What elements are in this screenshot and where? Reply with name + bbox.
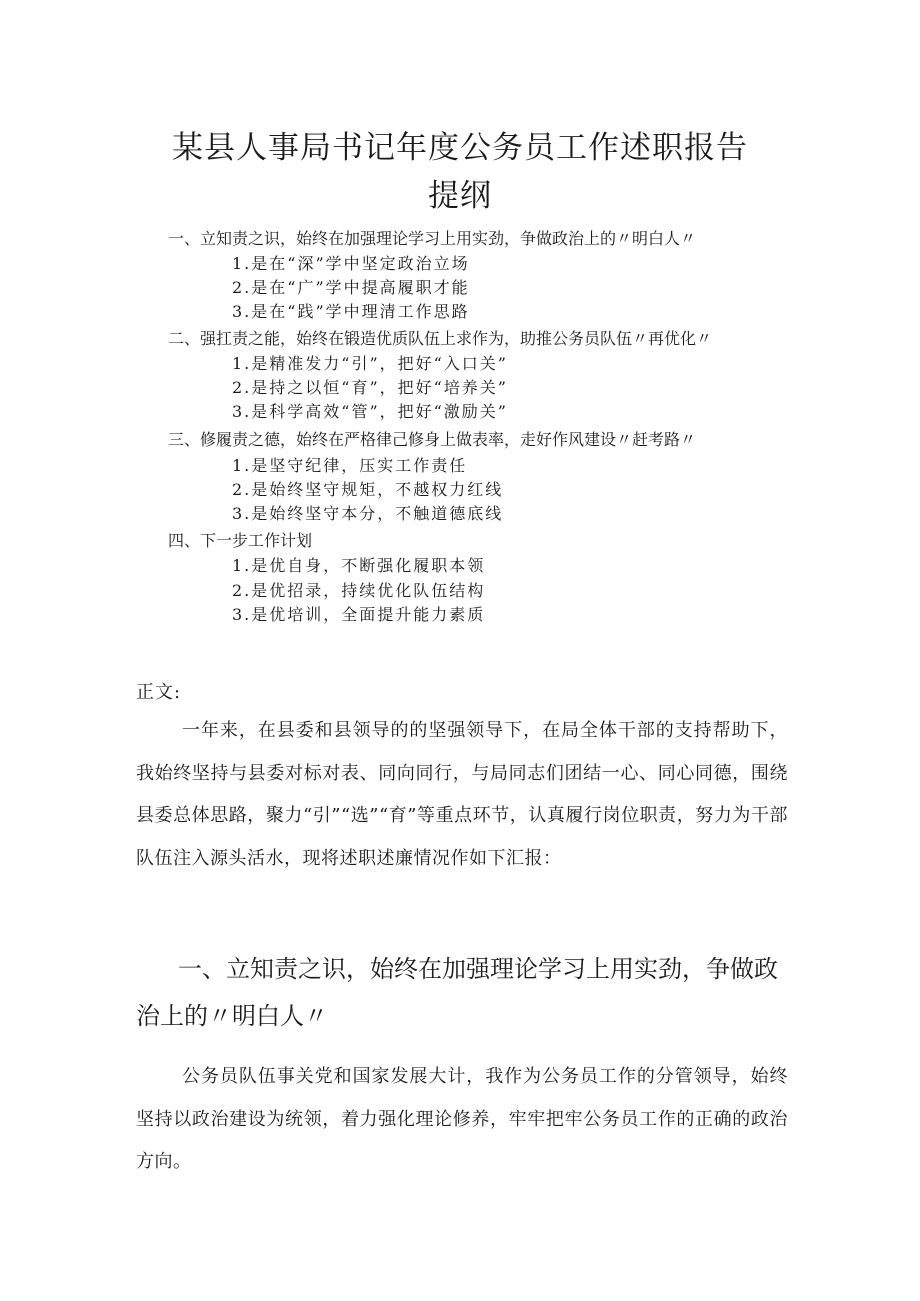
section-1-heading: 一、立知责之识，始终在加强理论学习上用实劲，争做政治上的〃明白人〃 — [136, 955, 778, 1030]
outline-section-2-item-1: 1.是精准发力“引”，把好“入口关” — [232, 354, 508, 373]
intro-paragraph: 一年来，在县委和县领导的的坚强领导下，在局全体干部的支持帮助下，我始终坚持与县委对标对表、同向同行，与局同志们团结一心、同心同德，围绕县委总体思路，聚力“引”“选”“育”等重点环节，认真履行岗位职责，努力为干部队伍注入源头活水，现将述职述廉情况作如下汇报： — [136, 720, 788, 869]
outline-section-4-heading: 四、下一步工作计划 — [168, 531, 313, 550]
outline-section-4-item-1: 1.是优自身，不断强化履职本领 — [232, 556, 486, 575]
outline-section-3-item-3: 3.是始终坚守本分，不触道德底线 — [232, 504, 504, 523]
outline-section-3-heading: 三、修履责之德，始终在严格律己修身上做表率，走好作风建设〃赶考路〃 — [168, 430, 697, 449]
outline-section-3-item-1: 1.是坚守纪律，压实工作责任 — [232, 456, 468, 475]
outline-section-1-heading: 一、立知责之识，始终在加强理论学习上用实劲，争做政治上的〃明白人〃 — [168, 229, 697, 248]
section-1-paragraph: 公务员队伍事关党和国家发展大计，我作为公务员工作的分管领导，始终坚持以政治建设为统领，着力强化理论修养，牢牢把牢公务员工作的正确的政治方向。 — [136, 1066, 788, 1172]
outline-section-1-item-2: 2.是在“广”学中提高履职才能 — [232, 278, 470, 297]
body-label: 正文: — [136, 682, 182, 703]
outline-section-2-item-2: 2.是持之以恒“育”，把好“培养关” — [232, 378, 508, 397]
outline-section-1-item-3: 3.是在“践”学中理清工作思路 — [232, 302, 470, 321]
outline-section-3-item-2: 2.是始终坚守规矩，不越权力红线 — [232, 480, 504, 499]
document-title: 某县人事局书记年度公务员工作述职报告 — [172, 130, 748, 166]
outline-section-2-item-3: 3.是科学高效“管”，把好“激励关” — [232, 402, 508, 421]
outline-section-4-item-3: 3.是优培训，全面提升能力素质 — [232, 605, 486, 624]
outline-section-1-item-1: 1.是在“深”学中坚定政治立场 — [232, 254, 470, 273]
document-subtitle: 提纲 — [428, 178, 492, 214]
outline-section-4-item-2: 2.是优招录，持续优化队伍结构 — [232, 581, 486, 600]
outline-section-2-heading: 二、强扛责之能，始终在锻造优质队伍上求作为，助推公务员队伍〃再优化〃 — [168, 329, 713, 348]
